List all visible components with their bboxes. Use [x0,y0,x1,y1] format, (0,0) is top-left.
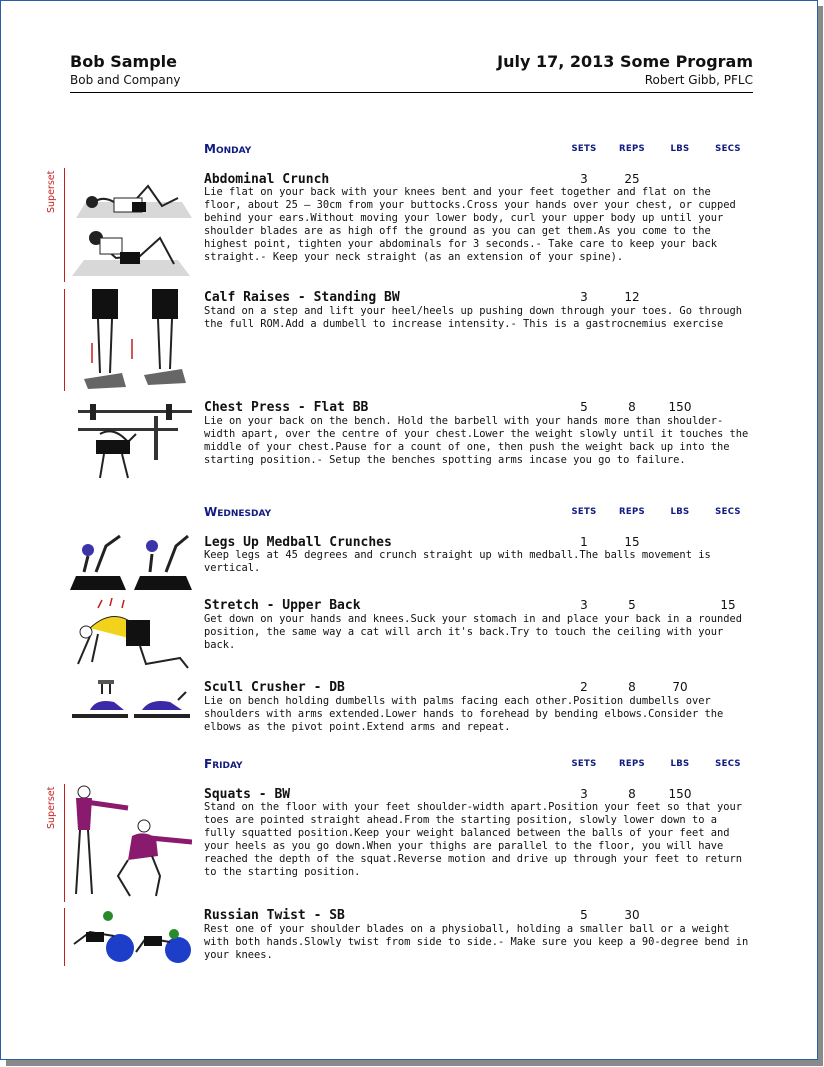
day-heading-friday: FRIDAY [204,757,243,771]
reps-value: 25 [624,172,640,186]
exercise-description: Lie on your back on the bench. Hold the barbell with your hands more than shoulder-width apart, over the centre of your chest.Lower the weight slowly until it touches the middle of your chest.Pause for a count of one, then push the weight back up into the starting position.- Setup the benches spotting arms incase you go to failure. [204,415,749,466]
reps-value: 8 [628,787,636,801]
back-stretch-illustration-icon [70,598,192,674]
medball-crunch-illustration-icon [70,532,192,590]
trainer-name: Robert Gibb, PFLC [644,73,753,87]
skull-crusher-illustration-icon [70,680,192,724]
lbs-value: 150 [668,787,692,801]
col-lbs: LBS [670,144,690,154]
day-heading-wednesday: WEDNESDAY [204,505,272,519]
col-secs: SECS [715,144,741,154]
sets-value: 2 [580,680,588,694]
exercise-title: Scull Crusher - DB [204,680,345,695]
sets-value: 3 [580,598,588,612]
page-shadow-right [818,6,823,1066]
reps-value: 8 [628,680,636,694]
crunch-illustration-icon [70,172,192,280]
exercise-description: Lie flat on your back with your knees bent and your feet together and flat on the floor, about 25 – 30cm from your buttocks.Cross your hands over your chest, or cupped behind your ears.Without moving your lower body, curl your upper body up until your shoulder blades are as high off the ground as you can get them.As you come to the highest point, tighten your abdominals for 3 seconds.- Take care to keep your back straight.- Keep your neck straight (as an extension of your spine). [204,186,736,263]
col-secs: SECS [715,759,741,769]
russian-twist-illustration-icon [70,908,192,966]
exercise-description: Stand on a step and lift your heel/heels up pushing down through your toes. Go through the full ROM.Add a dumbell to increase intensity.- This is a gastrocnemius exercise [204,305,742,330]
exercise-title: Abdominal Crunch [204,172,330,187]
exercise-title: Squats - BW [204,787,291,802]
superset-label: Superset [46,786,57,830]
page-shadow-bottom [6,1060,823,1066]
exercise-description: Keep legs at 45 degrees and crunch straight up with medball.The balls movement is vertical. [204,549,711,574]
col-sets: SETS [571,759,597,769]
program-title: July 17, 2013 Some Program [497,52,753,71]
calf-raise-illustration-icon [70,289,192,391]
day-heading-monday: MONDAY [204,142,252,156]
exercise-title: Calf Raises - Standing BW [204,290,400,305]
sets-value: 3 [580,290,588,304]
col-reps: REPS [619,759,645,769]
exercise-description: Lie on bench holding dumbells with palms facing each other.Position dumbells over shoulders with arms extended.Lower hands to forehead by bending elbows.Consider the elbows as the pivot point.Extend arms and repeat. [204,695,724,733]
col-lbs: LBS [670,507,690,517]
lbs-value: 70 [672,680,688,694]
reps-value: 8 [628,400,636,414]
superset-bar [64,168,65,282]
secs-value: 15 [720,598,736,612]
document-header [70,52,753,93]
reps-value: 12 [624,290,640,304]
squat-illustration-icon [70,784,192,902]
sets-value: 3 [580,787,588,801]
superset-bar [64,289,65,391]
exercise-title: Legs Up Medball Crunches [204,535,392,550]
exercise-description: Stand on the floor with your feet shoulder-width apart.Position your feet so that your toes are pointed straight ahead.From the starting position, slowly lower down to a fully squatted position.Keep your weight balanced between the balls of your feet and your heels as you go down.When your thighs are parallel to the floor, you will have reached the depth of the squat.Reverse motion and drive up through your feet to return to the starting position. [204,801,742,878]
sets-value: 5 [580,908,588,922]
exercise-description: Rest one of your shoulder blades on a physioball, holding a smaller ball or a weight with both hands.Slowly twist from side to side.- Make sure you keep a 90-degree bend in your knees. [204,923,749,961]
reps-value: 30 [624,908,640,922]
col-secs: SECS [715,507,741,517]
sets-value: 3 [580,172,588,186]
reps-value: 15 [624,535,640,549]
client-name: Bob Sample [70,52,177,71]
reps-value: 5 [628,598,636,612]
col-sets: SETS [571,144,597,154]
col-sets: SETS [571,507,597,517]
company-name: Bob and Company [70,73,181,87]
lbs-value: 150 [668,400,692,414]
exercise-title: Russian Twist - SB [204,908,345,923]
col-reps: REPS [619,507,645,517]
bench-press-illustration-icon [70,398,192,482]
exercise-title: Stretch - Upper Back [204,598,361,613]
superset-bar [64,908,65,966]
superset-bar [64,784,65,902]
sets-value: 5 [580,400,588,414]
superset-label: Superset [46,170,57,214]
exercise-description: Get down on your hands and knees.Suck your stomach in and place your back in a rounded position, the same way a cat will arch it's back.Try to touch the ceiling with your back. [204,613,742,651]
sets-value: 1 [580,535,588,549]
col-lbs: LBS [670,759,690,769]
exercise-title: Chest Press - Flat BB [204,400,369,415]
col-reps: REPS [619,144,645,154]
